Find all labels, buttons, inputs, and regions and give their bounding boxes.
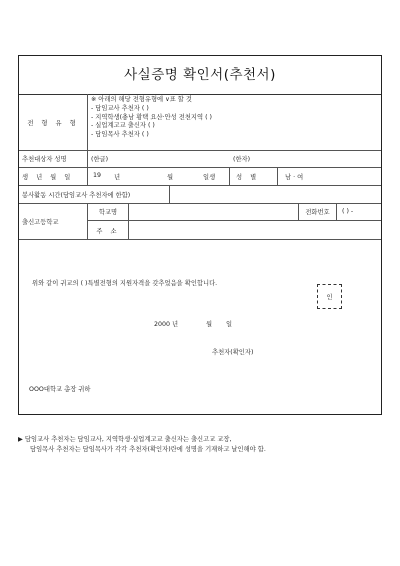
confirmation-statement: 위와 같이 귀교의 ( )특별전형의 지원자격을 갖추었음을 확인합니다.: [32, 280, 218, 287]
sex-label: 성 별: [229, 167, 277, 185]
name-label: 추천대상자 성명: [22, 156, 67, 163]
recommender-label: 추천자(확인자): [212, 349, 254, 356]
service-hours-field[interactable]: [169, 185, 381, 203]
option-vocational-school[interactable]: - 실업계고교 출신자 ( ): [91, 122, 155, 130]
sex-options: 남 · 여: [285, 173, 304, 181]
stamp-box[interactable]: [317, 284, 342, 309]
option-pastor[interactable]: - 담임목사 추천자 ( ): [91, 131, 149, 139]
note-text-2: 담임목사 추천자는 담임목사가 각각 추천자(확인자)란에 성명을 기재하고 날인해야 함.: [30, 446, 266, 453]
recommend-type-row: [19, 94, 381, 151]
service-hours-label: 봉사활동 시간(담임교사 추천자에 한함): [22, 191, 131, 199]
phone-format: ( ) -: [342, 208, 354, 215]
note-text-1: 담임교사 추천자는 담임교사, 지역학생·실업계고교 출신자는 출신고교 교장,: [24, 436, 232, 443]
school-row: [19, 203, 381, 240]
sex-field[interactable]: [277, 167, 381, 185]
birth-row: [19, 167, 381, 186]
school-name-field[interactable]: [128, 203, 298, 220]
school-details: [87, 203, 381, 239]
birth-day-unit: 일생: [203, 174, 216, 181]
bullet-icon: ▶: [18, 436, 23, 443]
school-label: 출신고등학교: [22, 218, 59, 226]
birth-month-unit: 월: [167, 174, 174, 181]
recommend-type-instruction: ※ 아래의 해당 전형유형에 ∨표 할 것: [91, 96, 192, 103]
name-korean-label: (한글): [91, 156, 109, 163]
phone-field[interactable]: [336, 203, 381, 220]
form-title: 사실증명 확인서(추천서): [19, 56, 381, 95]
option-regional-student[interactable]: - 지역학생(충남 황택 요산·안성 전천지역 ( ): [91, 113, 212, 121]
name-row: [19, 150, 381, 168]
option-homeroom-teacher[interactable]: - 담임교사 추천자 ( ): [91, 104, 149, 112]
recommend-type-label: 전 형 유 형: [27, 119, 79, 127]
stamp-label: 인: [326, 294, 333, 301]
phone-label: 전화번호: [298, 203, 336, 220]
address-line: [88, 221, 381, 239]
birth-label: 생 년 월 일: [22, 173, 74, 181]
date-year: 2000 년: [154, 321, 179, 328]
date-month: 월: [206, 321, 213, 328]
birth-year-prefix: 19: [93, 172, 102, 179]
birth-year-unit: 년: [114, 174, 121, 181]
recommendation-form: [18, 55, 382, 415]
addressee: OOO대학교 총장 귀하: [29, 386, 91, 393]
name-hanja-label: (한자): [233, 156, 251, 163]
date-day: 일: [226, 321, 233, 328]
birth-date-field[interactable]: [87, 167, 229, 185]
recommend-type-options: [87, 94, 381, 150]
service-hours-row: [19, 185, 381, 204]
school-name-line: [88, 203, 381, 221]
instruction-notes: [18, 435, 266, 455]
address-field[interactable]: [128, 221, 381, 239]
school-name-label: 학교명: [98, 209, 118, 216]
note-line-1: [18, 435, 266, 445]
address-label: 주 소: [96, 227, 120, 235]
